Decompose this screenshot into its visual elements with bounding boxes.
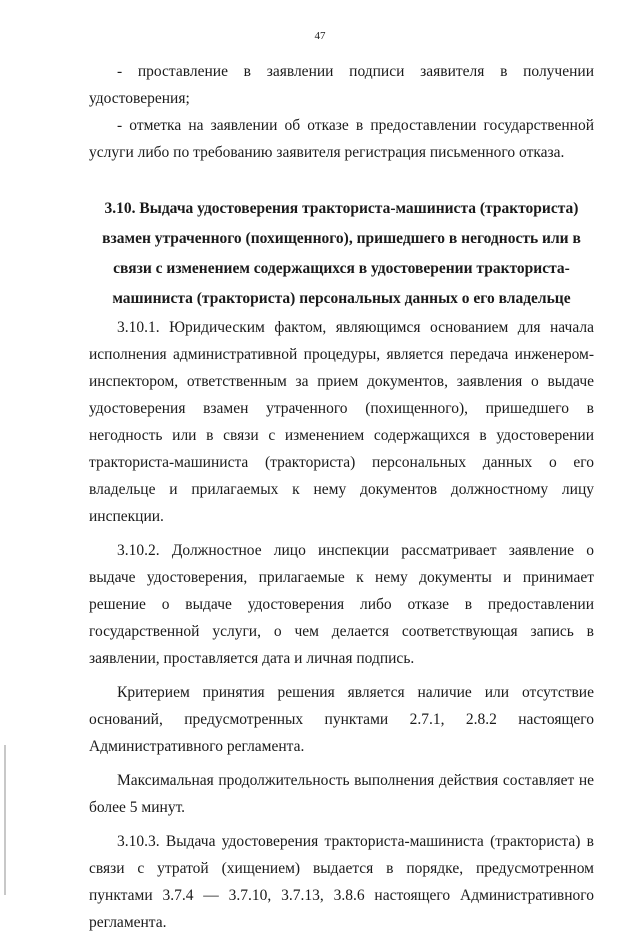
document-body xyxy=(89,58,594,936)
paragraph: 3.10.1. Юридическим фактом, являющимся основанием для начала исполнения административной процедуры, является передача инженером-инспектором, ответственным за прием документов, заявления о выдаче удостоверения взамен утраченного (похищенного), пришедшего в негодность или в связи с изменением содержащихся в удостоверении тракториста-машиниста (тракториста) персональных данных о его владельце и прилагаемых к нему документов должностному лицу инспекции. xyxy=(89,319,594,525)
list-item: - отметка на заявлении об отказе в предоставлении государственной услуги либо по требованию заявителя регистрация письменного отказа. xyxy=(89,117,594,161)
paragraph: Критерием принятия решения является наличие или отсутствие оснований, предусмотренных пунктами 2.7.1, 2.8.2 настоящего Административного регламента. xyxy=(89,684,594,755)
section-heading: 3.10. Выдача удостоверения тракториста-машиниста (тракториста) взамен утраченного (похищенного), пришедшего в негодность или в связи с изменением содержащихся в удостоверении тракториста-машиниста (тракториста) персональных данных о его владельце xyxy=(102,200,581,307)
paragraph: 3.10.2. Должностное лицо инспекции рассматривает заявление о выдаче удостоверения, прилагаемые к нему документы и принимает решение о выдаче удостоверения либо отказе в предоставлении государственной услуги, о чем делается соответствующая запись в заявлении, проставляется дата и личная подпись. xyxy=(89,542,594,667)
paragraph: Максимальная продолжительность выполнения действия составляет не более 5 минут. xyxy=(89,772,594,816)
scan-edge-line xyxy=(4,745,6,895)
list-item: - проставление в заявлении подписи заявителя в получении удостоверения; xyxy=(89,63,594,107)
page-number: 47 xyxy=(314,30,326,42)
paragraph: 3.10.3. Выдача удостоверения тракториста-машиниста (тракториста) в связи с утратой (хищением) выдается в порядке, предусмотренном пунктами 3.7.4 — 3.7.10, 3.7.13, 3.8.6 настоящего Административного регламента. xyxy=(89,833,594,931)
